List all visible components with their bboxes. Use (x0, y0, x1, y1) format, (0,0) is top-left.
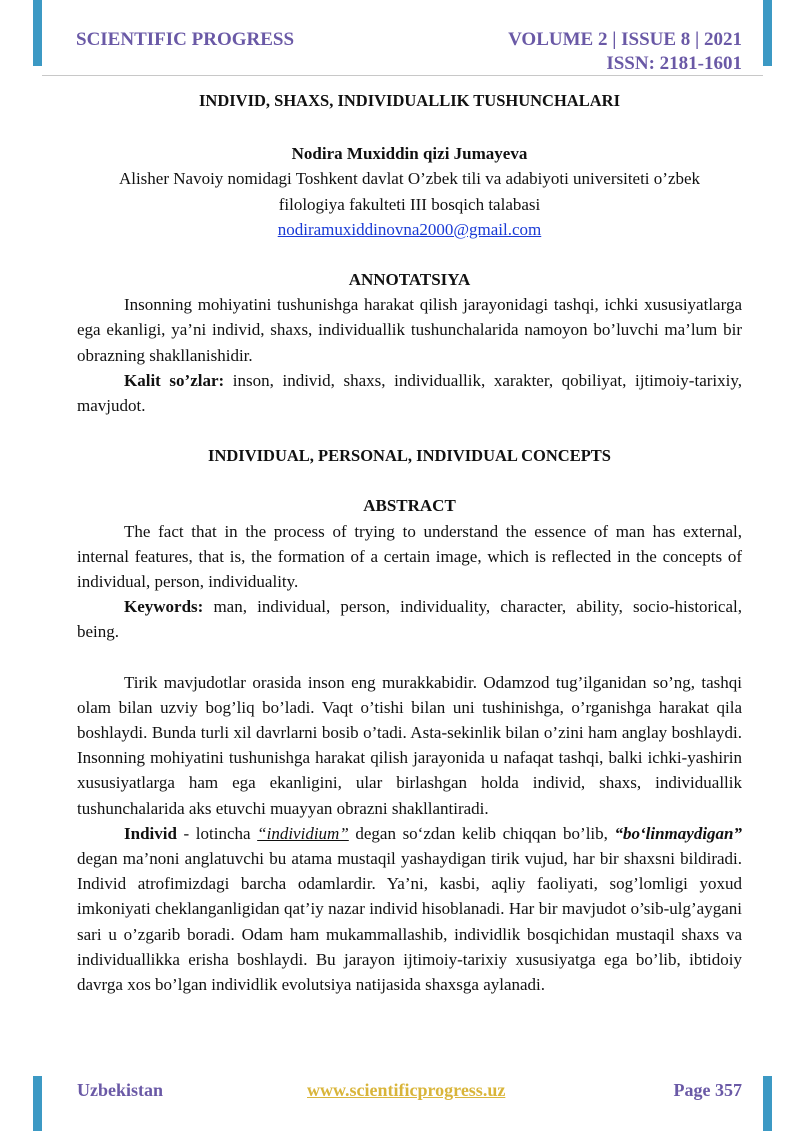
affiliation-line-1: Alisher Navoiy nomidagi Toshkent davlat O’zbek tili va adabiyoti universiteti o’zbek (118, 169, 701, 189)
body-paragraph-2 (77, 821, 742, 997)
author-name: Nodira Muxiddin qizi Jumayeva (291, 144, 528, 164)
affiliation-line-2: filologiya fakulteti III bosqich talabasi (278, 194, 541, 214)
keywords-en-list: man, individual, person, individuality, character, ability, socio-historical, being. (77, 597, 742, 642)
footer-left-accent-bar (33, 1076, 42, 1131)
issue-info (508, 28, 742, 76)
header-divider (42, 75, 763, 76)
journal-name: SCIENTIFIC PROGRESS (76, 29, 295, 50)
volume-issue: VOLUME 2 | ISSUE 8 | 2021 (508, 29, 742, 50)
keywords-en (77, 594, 742, 644)
abstract-heading: ABSTRACT (363, 496, 456, 516)
body-p2-text-c: degan ma’noni anglatuvchi bu atama mustaqil yashaydigan tirik vujud, har bir shaxsni bildiradi. Individ atrofimizdagi barcha odamlardir. Ya’ni, kasbi, aqliy faoliyati, sog’lomligi yoxud imkoniyati cheklanganligidan qat’iy nazar individ hisoblanadi. Har bir mavjudot o’sib-ulg’aygani sari u o’zgarib boradi. Odam ham mukammallashib, individlik bosqichidan mustaqil shaxs va individuallikka erisha boshlaydi. Bu jarayon ijtimoiy-tarixiy xususiyatga ega bo’lib, ibtidoiy davrga xos bo’lgan individlik evolutsiya natijasida shaxsga aylanadi. (77, 849, 742, 995)
article-title-uz: INDIVID, SHAXS, INDIVIDUALLIK TUSHUNCHALARI (199, 91, 620, 110)
annotation-text: Insonning mohiyatini tushunishga harakat qilish jarayonidagi tashqi, ichki xususiyatlarga ega ekanligi, ya’ni individ, shaxs, individuallik tushunchalarida namoyon bo’luvchi ma’lum bir obrazning shakllanishidir. (77, 295, 742, 365)
footer-right-accent-bar (763, 1076, 772, 1131)
body-p2-text-b: degan so‘zdan kelib chiqqan bo’lib, (348, 823, 615, 843)
abstract-text: The fact that in the process of trying to understand the essence of man has external, internal features, that is, the formation of a certain image, which is reflected in the concepts of individual, person, individuality. (77, 521, 742, 592)
footer-page-number: Page 357 (673, 1080, 742, 1100)
keywords-uz-list: inson, individ, shaxs, individuallik, xarakter, qobiliyat, ijtimoiy-tarixiy, mavjudot. (77, 370, 742, 416)
header-left-accent-bar (33, 0, 42, 66)
annotation-heading: ANNOTATSIYA (348, 270, 471, 290)
latin-term: “individium” (257, 823, 349, 843)
term-meaning: “bo‘linmaydigan” (614, 823, 743, 843)
footer-website-link[interactable]: www.scientificprogress.uz (307, 1080, 506, 1100)
article-content (77, 88, 742, 997)
keywords-uz-label: Kalit so’zlar: (124, 370, 225, 390)
keywords-uz (77, 368, 742, 418)
issn: ISSN: 2181-1601 (606, 53, 742, 74)
article-title-en: INDIVIDUAL, PERSONAL, INDIVIDUAL CONCEPTS (208, 446, 611, 466)
term-individ: Individ (124, 823, 177, 843)
header-right-accent-bar (763, 0, 772, 66)
body-paragraph-1: Tirik mavjudotlar orasida inson eng murakkabidir. Odamzod tug’ilganidan so’ng, tashqi olam bilan uzviy bog’liq bo’ladi. Vaqt o’tishi bilan uni tushinishga, o’rganishga harakat qila boshlaydi. Bunda turli xil davrlarni bosib o’tadi. Asta-sekinlik bilan o’zini ham anglay boshlaydi. Insonning mohiyatini tushunishga harakat qilish jarayonida u nafaqat tashqi, balki ichki-yashirin xususiyatlarga ham ega ekanligini, ular birlashgan holda individ, shaxs, individuallik tushunchalarida aks etuvchi muayyan obrazni shakllantiradi. (77, 672, 742, 818)
body-p2-text-a: - lotincha (176, 823, 258, 843)
footer-country: Uzbekistan (77, 1080, 164, 1100)
author-email-link[interactable]: nodiramuxiddinovna2000@gmail.com (277, 219, 542, 239)
keywords-en-label: Keywords: (124, 597, 204, 617)
